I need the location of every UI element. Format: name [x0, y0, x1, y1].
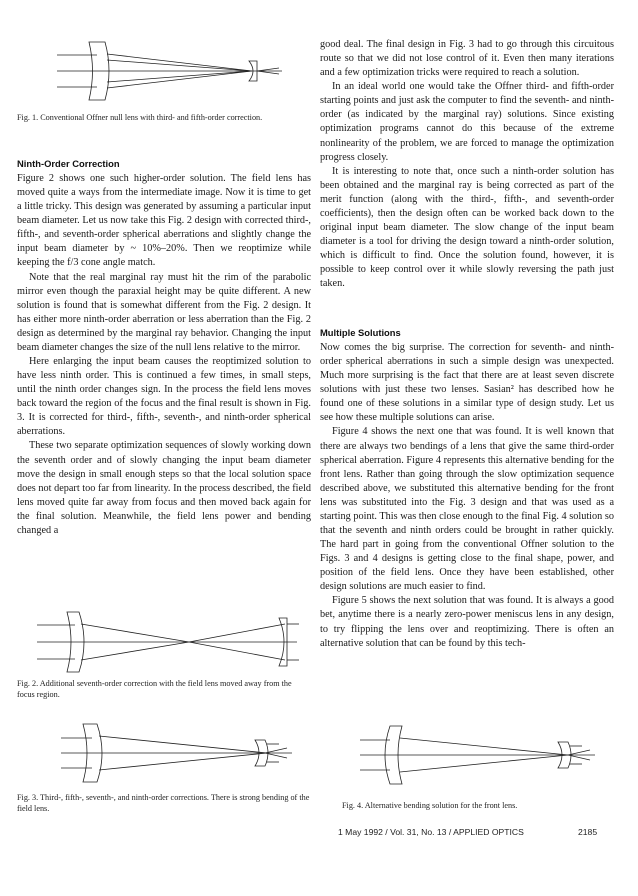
paragraph: Figure 5 shows the next solution that was found. It is always a good bet, anytime there is a nearly zero-power meniscus lens in any design, to try flipping the lens over and reoptimizing. There is often an alternative solution that can be found by this tech-	[320, 595, 614, 649]
paragraph: Now comes the big surprise. The correction for seventh- and ninth-order spherical aberrations in such a simple design was unexpected. Much more surprising is the fact that there are at least seven discrete solutions with just these two lenses. Sasian² has described how he found one of these solutions in a similar type of design study. Let us see how these multiple solutions can arise.	[320, 342, 614, 424]
paragraph: In an ideal world one would take the Offner third- and fifth-order starting points and just ask the computer to find the seventh- and ninth-order (as indicated by the marginal ray) solutions. Since existing optimization programs cannot do this because of the extreme nonlinearity of the problem, we are forced to manage the optimization progress closely.	[320, 81, 614, 163]
section-heading-ninth-order: Ninth-Order Correction	[17, 158, 120, 169]
right-body-text-b	[320, 341, 614, 651]
paragraph: Here enlarging the input beam causes the reoptimized solution to have less ninth order. This is continued a few times, in small steps, until the ninth order changes sign. In the process the field lens moves back toward the region of the focus and the final result is shown in Fig. 3. It is corrected for third-, fifth-, seventh-, and ninth-order spherical aberrations.	[17, 356, 311, 438]
paragraph: It is interesting to note that, once such a ninth-order solution has been obtained and the marginal ray is being corrected as part of the merit function (along with the third-, fifth-, and seventh-order coefficients), then the design often can be worked back down to the original input beam diameter. The slow change of the input beam diameter is a tool for driving the design toward a ninth-order solution, which is difficult to find. Once the solution found, however, it is possible to keep control over it while slowly reversing the path just taken.	[320, 165, 614, 290]
figure-3	[17, 720, 311, 786]
right-body-text-a	[320, 38, 614, 291]
paragraph: These two separate optimization sequences of slowly working down the seventh order and of slowly changing the input beam diameter move the design in small enough steps so that the local solution space does not depart too far from linearity. In the process described, the field lens moved quite far away from focus and then moved back again for the final solution. Meanwhile, the field lens power and bending changed a	[17, 440, 311, 536]
figure-1-caption: Fig. 1. Conventional Offner null lens with third- and fifth-order correction.	[17, 113, 263, 122]
figure-1	[17, 38, 311, 104]
figure-2	[17, 610, 311, 674]
figure-4	[320, 722, 614, 788]
paragraph: Note that the real marginal ray must hit the rim of the parabolic mirror even though the paraxial height may be quite different. A new solution is found that is somewhat different from the Fig. 2 design. It has either more ninth-order aberration or less aberration than the Fig. 2 design as determined by the marginal ray behavior. Changing the input beam diameter changes the size of the null lens relative to the mirror.	[17, 271, 311, 353]
figure-2-caption: Fig. 2. Additional seventh-order correction with the field lens moved away from the focus region.	[17, 679, 292, 699]
journal-citation: 1 May 1992 / Vol. 31, No. 13 / APPLIED OPTICS	[338, 827, 524, 837]
figure-3-caption: Fig. 3. Third-, fifth-, seventh-, and ninth-order corrections. There is strong bending of the field lens.	[17, 793, 310, 813]
figure-4-lens-diagram	[320, 722, 614, 788]
left-body-text	[17, 172, 311, 538]
section-heading-multiple-solutions: Multiple Solutions	[320, 327, 401, 338]
paragraph: Figure 4 shows the next one that was found. It is well known that there are always two bendings of a lens that give the same third-order spherical aberration. Figure 4 represents this alternative bending for the front lens. Rather than going through the slow optimization sequence described above, we substituted this alternative bending for the front lens was substituted into the Fig. 3 design and that was used as a starting point. This was then close enough to the final Fig. 4 solution so that the seventh and ninth orders could be brought in rather quickly. The hard part in going from the conventional Offner solution to the Figs. 3 and 4 designs is getting close to the final shape, power, and position of the field lens. Once they have been established, other design solutions are much easier to find.	[320, 426, 614, 593]
paragraph: Figure 2 shows one such higher-order solution. The field lens has moved quite a ways from the intermediate image. Now it is time to get a little tricky. This design was generated by assuming a particular input beam diameter. Let us now take this Fig. 2 design with corrected third-, fifth-, and seventh-order spherical aberrations and slightly change the input beam diameter by ~ 10%–20%. Then we reoptimize while keeping the f/3 cone angle match.	[17, 173, 311, 269]
figure-2-lens-diagram	[17, 610, 311, 674]
figure-1-lens-diagram	[17, 38, 311, 104]
paragraph: good deal. The final design in Fig. 3 had to go through this circuitous route so that we did not lose control of it. Even then many iterations and a few optimization tricks were required to reach a solution.	[320, 39, 614, 79]
figure-3-lens-diagram	[17, 720, 311, 786]
page-number: 2185	[578, 827, 598, 837]
figure-4-caption: Fig. 4. Alternative bending solution for the front lens.	[342, 801, 518, 810]
